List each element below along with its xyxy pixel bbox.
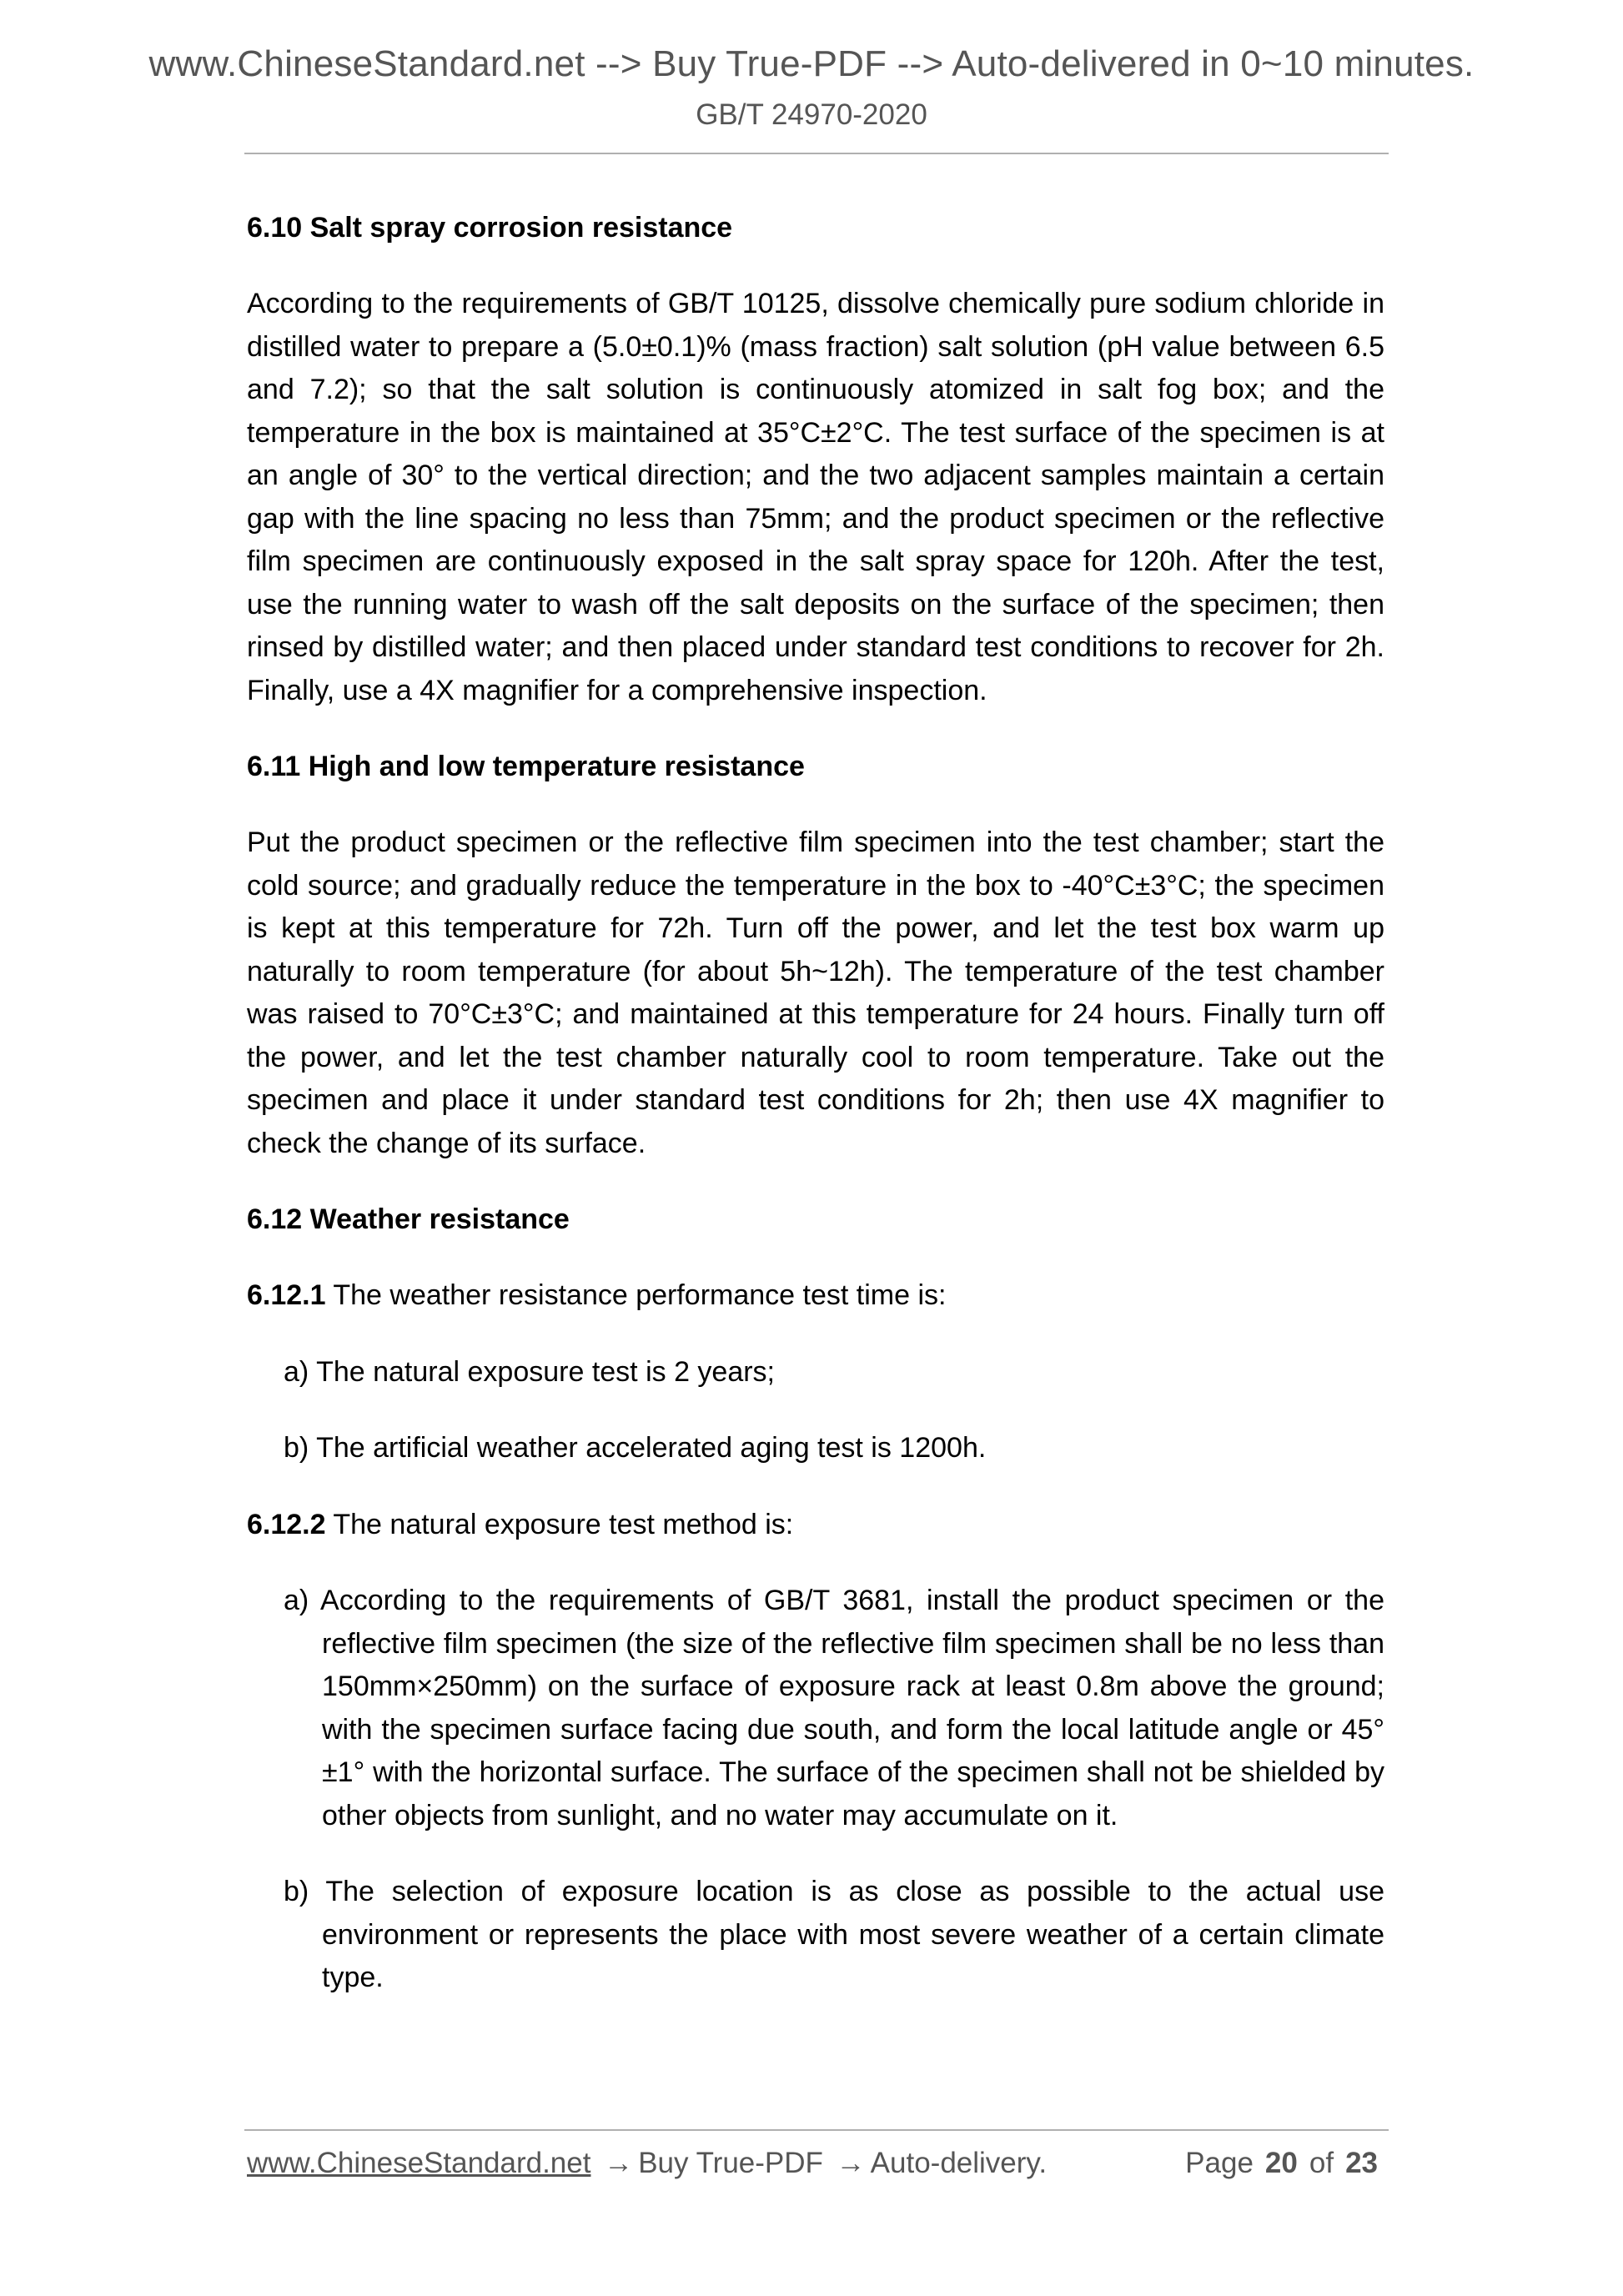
header-banner: www.ChineseStandard.net --> Buy True-PDF --> Auto-delivered in 0~10 minutes. [148, 43, 1475, 84]
list-item: b) The selection of exposure location is as close as possible to the actual use environment or represents the place with most severe weather of a certain climate type. [284, 1876, 1384, 1993]
section-body-6-11: Put the product specimen or the reflective film specimen into the test chamber; start the cold source; and gradually reduce the temperature in the box to -40°C±3°C; the specimen is kept at this temperature for 72h. Turn off the power, and let the test box warm up naturally to room temperature (for about 5h~12h). The temperature of the test chamber was raised to 70°C±3°C; and maintained at this temperature for 24 hours. Finally turn off the power, and let the test chamber naturally cool to room temperature. Take out the specimen and place it under standard test conditions for 2h; then use 4X magnifier to check the change of its surface. [247, 826, 1384, 1159]
site-link[interactable]: www.ChineseStandard.net [247, 2147, 591, 2179]
page-footer [247, 2147, 1384, 2180]
page-indicator [1185, 2147, 1384, 2180]
standard-number: GB/T 24970-2020 [696, 98, 927, 131]
page-label: Page [1185, 2147, 1254, 2179]
buy-text: Buy True-PDF [638, 2147, 823, 2179]
section-heading-6-10: 6.10 Salt spray corrosion resistance [247, 212, 733, 244]
list-item: b) The artificial weather accelerated aging test is 1200h. [284, 1432, 987, 1464]
page-of-label: of [1309, 2147, 1334, 2179]
section-body-6-10: According to the requirements of GB/T 10125, dissolve chemically pure sodium chloride in distilled water to prepare a (5.0±0.1)% (mass fraction) salt solution (pH value between 6.5 and 7.2); so that the salt solution is continuously atomized in salt fog box; and the temperature in the box is maintained at 35°C±2°C. The test surface of the specimen is at an angle of 30° to the vertical direction; and the two adjacent samples maintain a certain gap with the line spacing no less than 75mm; and the product specimen or the reflective film specimen are continuously exposed in the salt spray space for 120h. After the test, use the running water to wash off the salt deposits on the surface of the specimen; then rinsed by distilled water; and then placed under standard test conditions to recover for 2h. Finally, use a 4X magnifier for a comprehensive inspection. [247, 288, 1384, 706]
list-item: a) According to the requirements of GB/T 3681, install the product specimen or the reflective film specimen (the size of the reflective film specimen shall be no less than 150mm×250mm) on the surface of exposure rack at least 0.8m above the ground; with the specimen surface facing due south, and form the local latitude angle or 45°±1° with the horizontal surface. The surface of the specimen shall not be shielded by other objects from sunlight, and no water may accumulate on it. [284, 1585, 1384, 1831]
clause-6-12-2 [247, 1504, 1384, 1547]
clause-6-12-1 [247, 1274, 1384, 1318]
list-item: a) The natural exposure test is 2 years; [284, 1355, 776, 1388]
total-pages: 23 [1345, 2147, 1378, 2179]
clause-text: The natural exposure test method is: [333, 1508, 794, 1540]
clause-text: The weather resistance performance test time is: [333, 1279, 947, 1311]
clause-number: 6.12.1 [247, 1279, 326, 1311]
delivery-text: Auto-delivery. [870, 2147, 1048, 2179]
current-page: 20 [1264, 2147, 1298, 2179]
header-divider [244, 153, 1389, 154]
footer-left [247, 2147, 1047, 2180]
footer-divider [244, 2129, 1389, 2131]
arrow-right-icon: → [836, 2147, 866, 2179]
clause-number: 6.12.2 [247, 1508, 326, 1540]
arrow-right-icon: → [604, 2147, 634, 2179]
section-heading-6-12: 6.12 Weather resistance [247, 1203, 570, 1235]
section-heading-6-11: 6.11 High and low temperature resistance [247, 751, 805, 782]
page-content [247, 207, 1384, 2033]
